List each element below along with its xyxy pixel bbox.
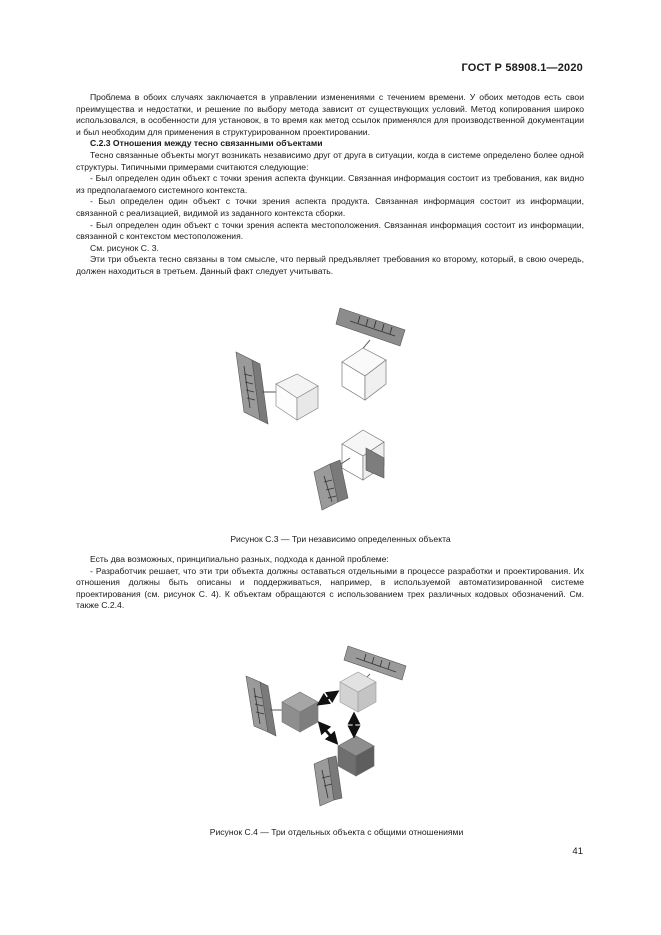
section-paragraph: Тесно связанные объекты могут возникать независимо друг от друга в ситуации, когда в системе определено более одной структуры. Типичными примерами считаются следующие: [76, 149, 584, 172]
object-left [236, 352, 318, 424]
approaches-paragraph: Есть два возможных, принципиально разных, подхода к данной проблеме: [90, 554, 389, 564]
body-text-top [76, 92, 584, 278]
list-item-developer: - Разработчик решает, что эти три объекта должны оставаться отдельными в процессе разработки и проектирования. Их отношения должны быть описаны и поддерживаться, например, в используемой автоматизированной системе проектирования (см. рисунок С. 4). К объектам обращаются с использованием трех различных кодовых обозначений. См. также С.2.4. [76, 565, 584, 611]
list-item-location: - Был определен один объект с точки зрения аспекта местоположения. Связанная информация состоит из информации, связанной с контекстом местоположения. [76, 219, 584, 242]
figure-reference: См. рисунок С. 3. [90, 242, 159, 253]
object-bottom [314, 736, 374, 806]
section-paragraph: Эти три объекта тесно связаны в том смысле, что первый предъявляет требования ко второму, который, в свою очередь, должен находиться в третьем. Данный факт следует учитывать. [76, 254, 584, 276]
figure-c4-caption: Рисунок С.4 — Три отдельных объекта с общими отношениями [209, 827, 464, 837]
body-text-bottom [76, 554, 584, 612]
intro-paragraph: Проблема в обоих случаях заключается в управлении изменениями с течением времени. У обоих методов есть свои преимущества и недостатки, и решение по выбору метода зависит от существующих условий. Метод копирования широко использовался, в особенности для установок, в то время как метод ссылок применялся для производственной документации и был необходим для применения в структурированном проектировании. [76, 92, 584, 137]
figure-c4-diagram [230, 636, 450, 816]
figure-c3-diagram [200, 296, 460, 526]
object-left [246, 676, 318, 736]
section-heading: С.2.3 Отношения между тесно связанными объектами [90, 138, 323, 149]
page-number: 41 [572, 846, 583, 857]
list-item-product: - Был определен один объект с точки зрения аспекта продукта. Связанная информация состоит из информации, связанной с реализацией, видимой из заданного контекста сборки. [76, 196, 584, 218]
object-top [336, 308, 405, 400]
document-header: ГОСТ Р 58908.1—2020 [461, 62, 583, 74]
object-bottom [314, 430, 384, 510]
figure-c3-caption: Рисунок С.3 — Три независимо определенных объекта [230, 534, 451, 544]
object-top-right [340, 646, 406, 712]
list-item-function: - Был определен один объект с точки зрения аспекта функции. Связанная информация состоит из требования, как видно из предполагаемого системного контекста. [76, 173, 584, 195]
